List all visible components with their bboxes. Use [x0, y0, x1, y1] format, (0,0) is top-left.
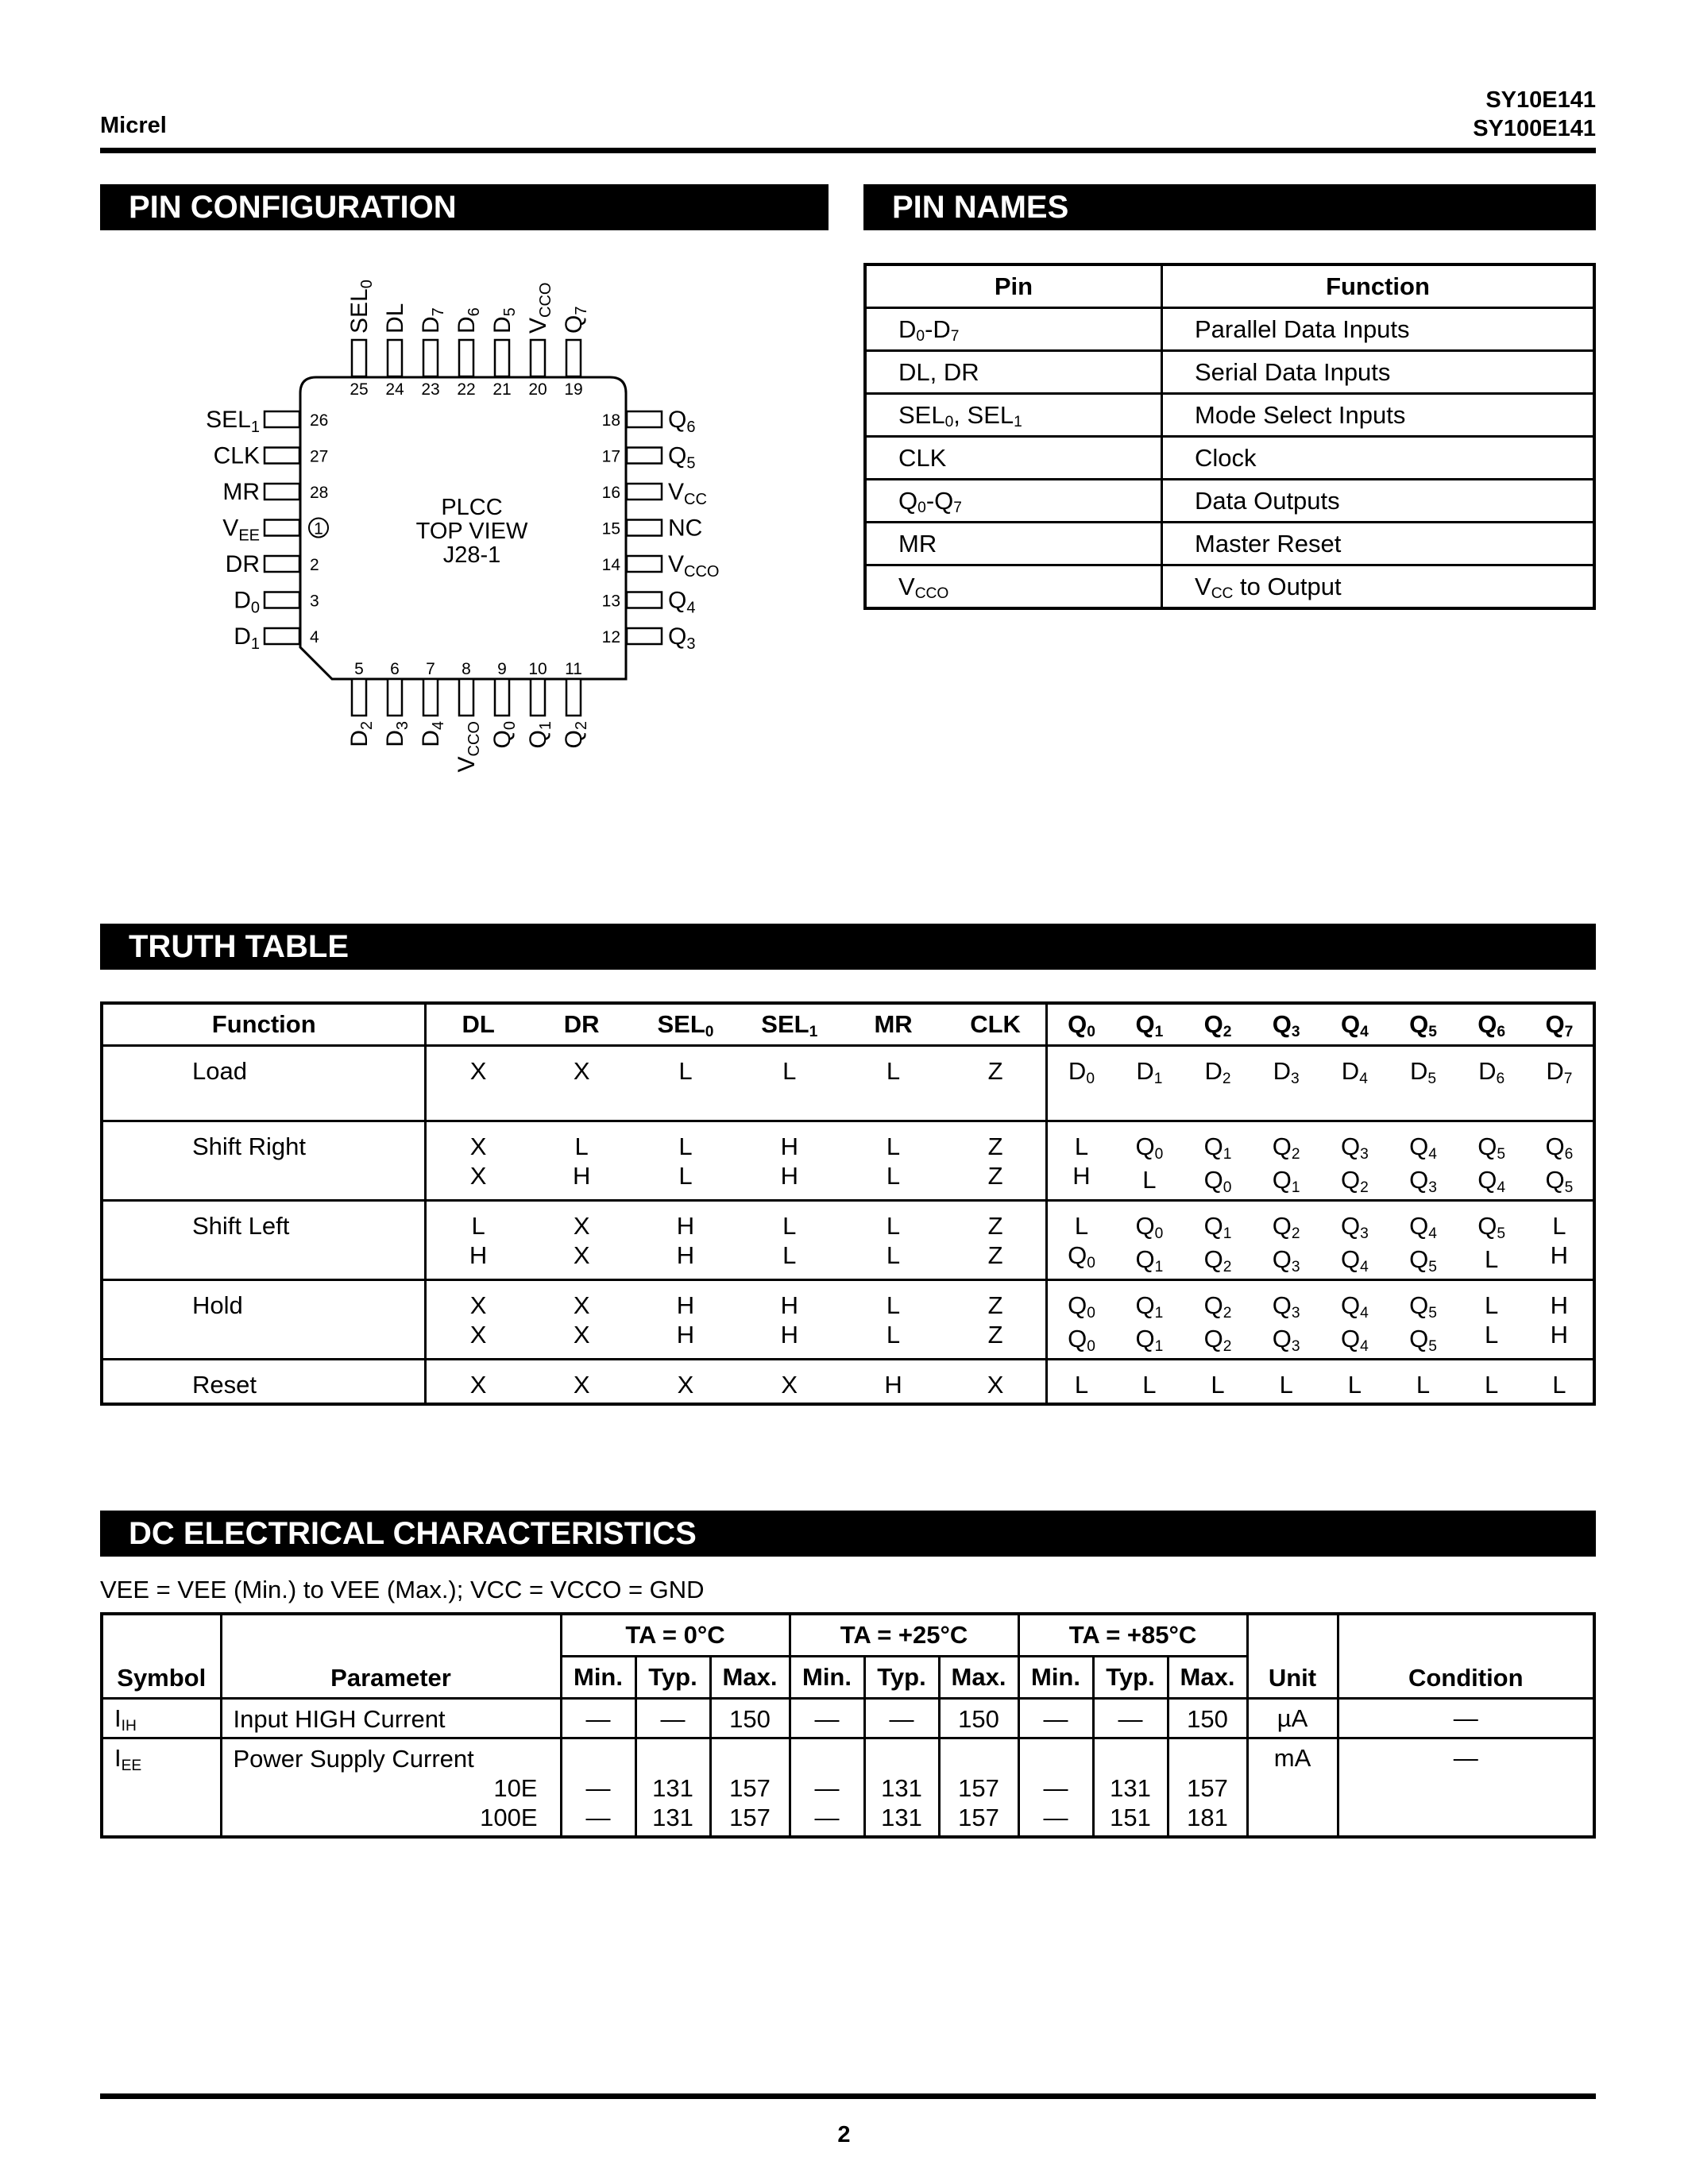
state-cell: $D_7$: [1526, 1046, 1594, 1121]
pin-lead: [388, 340, 402, 376]
column-header: Max.: [710, 1657, 790, 1699]
pin-label: $V_{CCO}$: [668, 551, 720, 581]
section-pin-names: PIN NAMES: [863, 184, 1596, 230]
state-cell: L: [737, 1046, 841, 1121]
pin-number: 13: [601, 592, 620, 611]
column-header: Typ.: [635, 1657, 710, 1699]
pin-lead: [627, 411, 662, 427]
column-header: Min.: [561, 1657, 635, 1699]
pin-lead: [627, 628, 662, 644]
column-header: MR: [841, 1003, 945, 1046]
column-header: $Q_1$: [1115, 1003, 1184, 1046]
state-cell: L: [1552, 1371, 1566, 1399]
header-rule: [100, 148, 1596, 153]
pin-number: 9: [497, 660, 507, 678]
column-header-pin: Pin: [865, 264, 1162, 308]
state-cell: X: [573, 1371, 590, 1399]
state-cell: H H: [1526, 1280, 1594, 1360]
parameter-cell: Input HIGH Current: [221, 1699, 561, 1738]
package-name: PLCC: [441, 495, 503, 520]
pin-number: 18: [601, 411, 620, 430]
pin-number: 3: [310, 592, 319, 611]
column-header: $Q_7$: [1526, 1003, 1594, 1046]
value-cell: 157 157: [939, 1738, 1018, 1838]
pin-lead: [627, 556, 662, 572]
column-header: Max.: [939, 1657, 1018, 1699]
state-cell: L $Q_0$: [1047, 1201, 1115, 1280]
state-cell: L H: [1047, 1121, 1115, 1201]
pin-lead: [459, 679, 473, 716]
pin-lead: [265, 411, 299, 427]
column-header: Max.: [1168, 1657, 1247, 1699]
table-row: [102, 1046, 1594, 1121]
value-cell: 150: [939, 1699, 1018, 1738]
pin-lead: [265, 556, 299, 572]
state-cell: X: [530, 1046, 634, 1121]
pin-number: 21: [492, 380, 512, 399]
pin-label: $Q_7$: [561, 306, 590, 334]
state-cell: Z Z: [945, 1121, 1047, 1201]
package-view: TOP VIEW: [415, 519, 528, 544]
pin-number: 4: [310, 628, 319, 646]
value-cell: —: [635, 1699, 710, 1738]
state-cell: $Q_1$ $Q_1$: [1115, 1280, 1184, 1360]
pin-label: $V_{EE}$: [222, 515, 260, 545]
state-cell: $D_6$: [1458, 1046, 1526, 1121]
function-cell: Data Outputs: [1162, 480, 1595, 523]
state-cell: L L: [841, 1121, 945, 1201]
pin-number: 8: [462, 660, 471, 678]
column-header: $Q_2$: [1184, 1003, 1252, 1046]
symbol-cell: $I_{IH}$: [102, 1699, 221, 1738]
section-pin-configuration: PIN CONFIGURATION: [100, 184, 829, 230]
pin-number: 23: [421, 380, 440, 399]
pin-lead: [265, 520, 299, 536]
state-cell: $Q_1$ $Q_0$: [1184, 1121, 1252, 1201]
state-cell: L L: [841, 1280, 945, 1360]
pin-cell: CLK: [865, 437, 1162, 480]
pin-number: 22: [457, 380, 476, 399]
state-cell: H: [884, 1371, 902, 1399]
state-cell: X X: [426, 1121, 530, 1201]
section-dc-characteristics: DC ELECTRICAL CHARACTERISTICS: [100, 1511, 1596, 1557]
state-cell: L: [1485, 1371, 1499, 1399]
value-cell: 131 131: [635, 1738, 710, 1838]
symbol-cell: $I_{EE}$: [102, 1738, 221, 1838]
column-header: DR: [530, 1003, 634, 1046]
value-cell: —: [561, 1699, 635, 1738]
function-cell: Load: [102, 1046, 426, 1121]
state-cell: H H: [634, 1280, 738, 1360]
pin-lead: [627, 448, 662, 464]
state-cell: $D_4$: [1320, 1046, 1389, 1121]
value-cell: 131 151: [1093, 1738, 1168, 1838]
state-cell: $Q_1$ $Q_2$: [1184, 1201, 1252, 1280]
value-cell: 157 181: [1168, 1738, 1247, 1838]
table-row: [102, 1699, 1594, 1738]
page-number: 2: [837, 2122, 851, 2147]
column-header-temp-85: TA = +85°C: [1018, 1614, 1247, 1657]
state-cell: L: [1347, 1371, 1362, 1399]
pin-number: 12: [601, 628, 620, 646]
state-cell: $Q_2$ $Q_3$: [1252, 1201, 1320, 1280]
state-cell: $Q_0$ $Q_1$: [1115, 1201, 1184, 1280]
pin-label: $V_{CCO}$: [525, 282, 554, 334]
sub-row-label: 10E: [493, 1774, 538, 1802]
function-cell: Reset: [192, 1371, 257, 1399]
value-cell: — —: [561, 1738, 635, 1838]
pin-number: 1: [314, 519, 323, 538]
table-row: [865, 565, 1594, 609]
column-header: $SEL_1$: [737, 1003, 841, 1046]
pin-number: 28: [310, 484, 329, 502]
pin-names-table: [863, 263, 1596, 610]
table-row: [865, 394, 1594, 437]
table-header-row: [865, 264, 1594, 308]
state-cell: L: [1279, 1371, 1293, 1399]
state-cell: $Q_0$ L: [1115, 1121, 1184, 1201]
pin-label: $Q_6$: [668, 407, 696, 436]
function-cell: Parallel Data Inputs: [1162, 308, 1595, 351]
state-cell: L L: [737, 1201, 841, 1280]
function-cell: Master Reset: [1162, 523, 1595, 565]
pin-number: 26: [310, 411, 329, 430]
pin-label: CLK: [213, 442, 260, 469]
pin-lead: [423, 340, 438, 376]
column-header-unit: Unit: [1247, 1614, 1338, 1699]
column-header: CLK: [945, 1003, 1047, 1046]
function-cell: $V_{CC}$ to Output: [1162, 565, 1595, 609]
pin-cell: $SEL_0$, $SEL_1$: [865, 394, 1162, 437]
state-cell: H H: [634, 1201, 738, 1280]
pin-number: 24: [385, 380, 404, 399]
column-header-symbol: Symbol: [102, 1614, 221, 1699]
pin-cell: $Q_0-Q_7$: [865, 480, 1162, 523]
state-cell: L H: [426, 1201, 530, 1280]
column-header: $Q_5$: [1389, 1003, 1457, 1046]
state-cell: L: [841, 1046, 945, 1121]
state-cell: $Q_2$ $Q_2$: [1184, 1280, 1252, 1360]
state-cell: X X: [530, 1280, 634, 1360]
pin-lead: [531, 679, 545, 716]
pin-number: 6: [390, 660, 400, 678]
pin-lead: [627, 592, 662, 608]
column-header-parameter: Parameter: [221, 1614, 561, 1699]
condition-cell: —: [1338, 1738, 1594, 1838]
table-header-row: [102, 1003, 1594, 1046]
pin-label: $D_6$: [454, 307, 483, 334]
pin-number: 10: [528, 660, 547, 678]
pin-number: 2: [310, 556, 319, 574]
state-cell: L: [634, 1046, 738, 1121]
pin-number: 27: [310, 447, 329, 466]
state-cell: L: [1416, 1371, 1431, 1399]
pin-number: 20: [528, 380, 547, 399]
pin-lead: [459, 340, 473, 376]
column-header: $Q_6$: [1458, 1003, 1526, 1046]
state-cell: Z: [945, 1046, 1047, 1121]
state-cell: Z Z: [945, 1201, 1047, 1280]
pin-label: DL: [382, 303, 408, 334]
value-cell: — —: [790, 1738, 864, 1838]
table-row: [102, 1201, 1594, 1280]
value-cell: — —: [1018, 1738, 1093, 1838]
state-cell: $Q_3$ $Q_3$: [1252, 1280, 1320, 1360]
state-cell: L: [1047, 1360, 1115, 1405]
column-header-function: Function: [1162, 264, 1595, 308]
column-header: $Q_0$: [1047, 1003, 1115, 1046]
pin-label: $SEL_0$: [346, 280, 376, 334]
pin-label: $V_{CCO}$: [454, 721, 483, 773]
pin-lead: [566, 340, 581, 376]
part-number-1: SY10E141: [1485, 87, 1596, 113]
state-cell: X: [677, 1371, 694, 1399]
state-cell: L: [1211, 1371, 1225, 1399]
pin-label: MR: [222, 479, 260, 505]
state-cell: H H: [737, 1280, 841, 1360]
pin-number: 5: [354, 660, 364, 678]
pin-label: $D_3$: [382, 721, 411, 747]
state-cell: $Q_4$ $Q_5$: [1389, 1201, 1457, 1280]
state-cell: Z Z: [945, 1280, 1047, 1360]
dc-characteristics-table: [100, 1612, 1596, 1839]
column-header-condition: Condition: [1338, 1614, 1594, 1699]
column-header: DL: [426, 1003, 530, 1046]
pin-number: 11: [565, 660, 582, 678]
table-row: [865, 437, 1594, 480]
state-cell: L L: [841, 1201, 945, 1280]
pin-number: 7: [426, 660, 435, 678]
pin-label: $Q_3$: [668, 623, 696, 653]
dc-condition-line: VEE = VEE (Min.) to VEE (Max.); VCC = VCCO = GND: [100, 1576, 705, 1603]
pin-lead: [423, 679, 438, 716]
state-cell: X X: [426, 1280, 530, 1360]
column-header-temp-25: TA = +25°C: [790, 1614, 1018, 1657]
column-header: Min.: [1018, 1657, 1093, 1699]
state-cell: $Q_6$ $Q_5$: [1526, 1121, 1594, 1201]
pin-cell: MR: [865, 523, 1162, 565]
pin-lead: [352, 679, 366, 716]
state-cell: L: [1142, 1371, 1157, 1399]
state-cell: X: [426, 1360, 530, 1405]
function-cell: Serial Data Inputs: [1162, 351, 1595, 394]
function-cell: Shift Left: [102, 1201, 426, 1280]
state-cell: $Q_5$ $Q_4$: [1458, 1121, 1526, 1201]
state-cell: $Q_4$ $Q_3$: [1389, 1121, 1457, 1201]
pin-number: 25: [350, 380, 369, 399]
value-cell: —: [1093, 1699, 1168, 1738]
pin-cell: $V_{CCO}$: [865, 565, 1162, 609]
state-cell: L L: [634, 1121, 738, 1201]
pin-lead: [531, 340, 545, 376]
column-header: Function: [102, 1003, 426, 1046]
pin-lead: [627, 520, 662, 536]
section-truth-table: TRUTH TABLE: [100, 924, 1596, 970]
state-cell: X X: [530, 1201, 634, 1280]
function-cell: Mode Select Inputs: [1162, 394, 1595, 437]
state-cell: $Q_5$ $Q_5$: [1389, 1280, 1457, 1360]
state-cell: H H: [737, 1121, 841, 1201]
pin-lead: [265, 628, 299, 644]
state-cell: $Q_2$ $Q_1$: [1252, 1121, 1320, 1201]
state-cell: $D_1$: [1115, 1046, 1184, 1121]
pin-label: $D_4$: [418, 721, 447, 747]
pin-label: $Q_0$: [489, 721, 519, 749]
column-header: Min.: [790, 1657, 864, 1699]
value-cell: —: [864, 1699, 939, 1738]
table-row: [102, 1360, 1594, 1405]
pin-number: 15: [601, 519, 620, 538]
sub-row-label: 100E: [480, 1804, 538, 1831]
state-cell: X: [781, 1371, 798, 1399]
value-cell: 150: [710, 1699, 790, 1738]
part-number-2: SY100E141: [1473, 116, 1596, 141]
pin-number: 17: [601, 447, 620, 466]
pin-lead: [388, 679, 402, 716]
pin-lead: [566, 679, 581, 716]
table-row: [102, 1738, 1594, 1838]
pin-lead: [495, 340, 509, 376]
state-cell: L L: [1458, 1280, 1526, 1360]
parameter-cell: Power Supply Current 10E 100E: [221, 1738, 561, 1838]
column-header: $Q_4$: [1320, 1003, 1389, 1046]
unit-cell: µA: [1247, 1699, 1338, 1738]
pin-cell: $D_0-D_7$: [865, 308, 1162, 351]
state-cell: $D_2$: [1184, 1046, 1252, 1121]
table-row: [102, 1280, 1594, 1360]
state-cell: L H: [1526, 1201, 1594, 1280]
state-cell: $D_3$: [1252, 1046, 1320, 1121]
state-cell: X: [987, 1371, 1004, 1399]
dc-header-row-temps: [102, 1614, 1594, 1657]
column-header: Typ.: [864, 1657, 939, 1699]
table-row: [865, 351, 1594, 394]
package-code: J28-1: [442, 542, 501, 568]
column-header: $SEL_0$: [634, 1003, 738, 1046]
company-name: Micrel: [100, 113, 167, 138]
pin-cell: DL, DR: [865, 351, 1162, 394]
state-cell: L H: [530, 1121, 634, 1201]
pin-number: 16: [601, 484, 620, 502]
column-header: Typ.: [1093, 1657, 1168, 1699]
pin-lead: [627, 484, 662, 500]
state-cell: X: [426, 1046, 530, 1121]
table-row: [102, 1121, 1594, 1201]
pin-number: 14: [601, 556, 620, 574]
state-cell: $Q_3$ $Q_4$: [1320, 1201, 1389, 1280]
pin-label: $D_7$: [418, 307, 447, 334]
pin-label: $D_5$: [489, 307, 519, 334]
column-header-temp-0: TA = 0°C: [561, 1614, 790, 1657]
state-cell: $D_5$: [1389, 1046, 1457, 1121]
state-cell: $Q_5$ L: [1458, 1201, 1526, 1280]
state-cell: $Q_4$ $Q_4$: [1320, 1280, 1389, 1360]
value-cell: —: [790, 1699, 864, 1738]
pin-label: NC: [668, 515, 703, 542]
truth-table: [100, 1001, 1596, 1406]
pin-label: $D_2$: [346, 721, 376, 747]
pin-label: $V_{CC}$: [668, 479, 707, 508]
state-cell: $Q_3$ $Q_2$: [1320, 1121, 1389, 1201]
function-cell: Clock: [1162, 437, 1595, 480]
pin-label: $Q_4$: [668, 587, 696, 617]
value-cell: 150: [1168, 1699, 1247, 1738]
pin-label: $Q_2$: [561, 721, 590, 749]
pin-lead: [265, 484, 299, 500]
footer-rule: [100, 2093, 1596, 2099]
table-row: [865, 308, 1594, 351]
function-cell: Hold: [102, 1280, 426, 1360]
unit-cell: mA: [1247, 1738, 1338, 1838]
table-row: [865, 480, 1594, 523]
part-numbers: [1473, 86, 1596, 143]
value-cell: 131 131: [864, 1738, 939, 1838]
column-header: $Q_3$: [1252, 1003, 1320, 1046]
table-row: [865, 523, 1594, 565]
pin-label: $D_1$: [234, 623, 260, 653]
pin-lead: [495, 679, 509, 716]
state-cell: $D_0$: [1047, 1046, 1115, 1121]
pin-number: 19: [564, 380, 583, 399]
pin-label: $SEL_1$: [206, 407, 260, 436]
function-cell: Shift Right: [102, 1121, 426, 1201]
pin-label: $Q_5$: [668, 442, 696, 473]
pin-label: DR: [225, 551, 260, 577]
value-cell: 157 157: [710, 1738, 790, 1838]
condition-cell: —: [1338, 1699, 1594, 1738]
value-cell: —: [1018, 1699, 1093, 1738]
plcc-pin-diagram: [183, 262, 755, 802]
pin-lead: [265, 592, 299, 608]
pin-label: $Q_1$: [525, 721, 554, 749]
pin-lead: [352, 340, 366, 376]
pin-lead: [265, 448, 299, 464]
state-cell: $Q_0$ $Q_0$: [1047, 1280, 1115, 1360]
pin-label: $D_0$: [234, 587, 260, 617]
